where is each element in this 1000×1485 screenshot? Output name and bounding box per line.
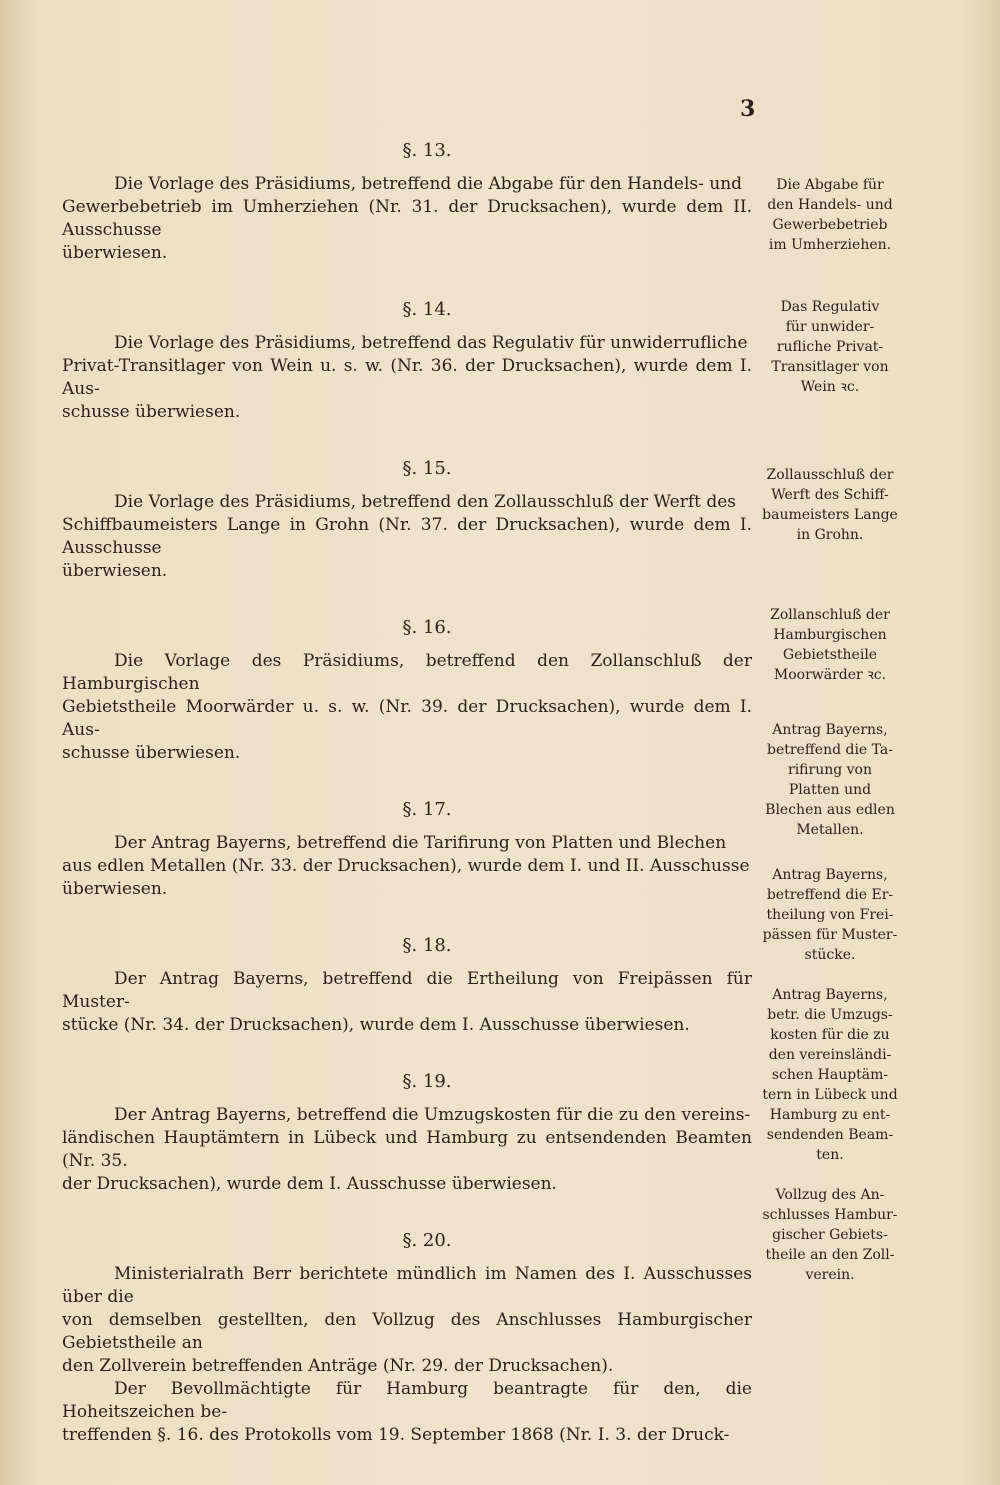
text-line: der Drucksachen), wurde dem I. Ausschusse überwiesen. (62, 1174, 557, 1194)
paragraph (62, 332, 752, 424)
margin-note (760, 605, 900, 685)
note-line: Hamburgischen (773, 627, 887, 643)
text-line: Gewerbebetrieb im Umherziehen (Nr. 31. der Drucksachen), wurde dem II. Ausschusse (62, 197, 752, 240)
note-line: Blechen aus edlen (765, 802, 895, 818)
section-20 (62, 1230, 752, 1447)
note-line: Platten und (788, 782, 872, 798)
note-line: für unwider- (785, 319, 875, 335)
margin-note (760, 865, 900, 965)
margin-note (760, 465, 900, 545)
note-line: Wein ꝛc. (800, 379, 860, 395)
text-line: Ministerialrath Berr berichtete mündlich im Namen des I. Ausschusses über die (62, 1264, 752, 1307)
section-13 (62, 140, 752, 265)
margin-note (760, 297, 900, 397)
text-line: schusse überwiesen. (62, 743, 241, 763)
note-line: tern in Lübeck und (762, 1087, 898, 1103)
paragraph (62, 650, 752, 765)
note-line: stücke. (804, 947, 856, 963)
note-line: rufliche Privat- (776, 339, 884, 355)
note-line: sendenden Beam- (766, 1127, 894, 1143)
section-heading: §. 17. (402, 799, 452, 820)
text-line: überwiesen. (62, 243, 168, 263)
note-line: kosten für die zu (770, 1027, 890, 1043)
note-line: baumeisters Lange (762, 507, 898, 523)
note-line: pässen für Muster- (762, 927, 898, 943)
note-line: schen Hauptäm- (771, 1067, 889, 1083)
note-line: theilung von Frei- (766, 907, 894, 923)
paragraph (62, 968, 752, 1037)
section-heading: §. 15. (402, 458, 452, 479)
note-line: Moorwärder ꝛc. (773, 667, 887, 683)
note-line: Das Regulativ (780, 299, 880, 315)
text-line: Der Antrag Bayerns, betreffend die Ertheilung von Freipässen für Muster- (62, 969, 752, 1012)
note-line: betr. die Umzugs- (767, 1007, 893, 1023)
note-line: in Grohn. (796, 527, 864, 543)
text-line: Der Antrag Bayerns, betreffend die Tarifirung von Platten und Blechen (114, 833, 727, 853)
note-line: schlusses Hambur- (762, 1207, 898, 1223)
section-heading: §. 20. (402, 1230, 452, 1251)
section-heading: §. 19. (402, 1071, 452, 1092)
note-line: verein. (805, 1267, 855, 1283)
margin-note (760, 1185, 900, 1285)
text-line: Die Vorlage des Präsidiums, betreffend den Zollanschluß der Hamburgischen (62, 651, 752, 694)
note-line: im Umherziehen. (768, 237, 892, 253)
text-line: stücke (Nr. 34. der Drucksachen), wurde dem I. Ausschusse überwiesen. (62, 1015, 690, 1035)
section-heading: §. 16. (402, 617, 452, 638)
margin-note (760, 985, 900, 1165)
paragraph (62, 491, 752, 583)
section-15 (62, 458, 752, 583)
note-line: Zollanschluß der (770, 607, 890, 623)
text-line: Die Vorlage des Präsidiums, betreffend das Regulativ für unwiderrufliche (114, 333, 748, 353)
section-19 (62, 1071, 752, 1196)
margin-note (760, 175, 900, 255)
note-line: Zollausschluß der (766, 467, 894, 483)
text-line: Der Antrag Bayerns, betreffend die Umzugskosten für die zu den vereins- (114, 1105, 751, 1125)
note-line: Werft des Schiff- (771, 487, 889, 503)
text-line: aus edlen Metallen (Nr. 33. der Drucksachen), wurde dem I. und II. Ausschusse (62, 856, 750, 876)
note-line: Antrag Bayerns, (772, 987, 888, 1003)
note-line: Antrag Bayerns, (772, 867, 888, 883)
page-number: 3 (740, 96, 756, 122)
note-line: betreffend die Ta- (766, 742, 893, 758)
text-line: Die Vorlage des Präsidiums, betreffend die Abgabe für den Handels- und (114, 174, 743, 194)
note-line: Vollzug des An- (775, 1187, 885, 1203)
note-line: gischer Gebiets- (772, 1227, 888, 1243)
section-heading: §. 18. (402, 935, 452, 956)
section-17 (62, 799, 752, 901)
note-line: Antrag Bayerns, (772, 722, 888, 738)
note-line: rifirung von (788, 762, 872, 778)
paragraph (62, 173, 752, 265)
text-line: Die Vorlage des Präsidiums, betreffend den Zollausschluß der Werft des (114, 492, 737, 512)
text-line: von demselben gestellten, den Vollzug des Anschlusses Hamburgischer Gebietstheile an (62, 1310, 752, 1353)
note-line: den vereinsländi- (768, 1047, 892, 1063)
margin-note (760, 720, 900, 840)
note-line: den Handels- und (767, 197, 893, 213)
text-line: überwiesen. (62, 879, 168, 899)
text-line: treffenden §. 16. des Protokolls vom 19. September 1868 (Nr. I. 3. der Druck- (62, 1425, 730, 1445)
note-line: Metallen. (796, 822, 864, 838)
note-line: betreffend die Er- (766, 887, 894, 903)
section-heading: §. 13. (402, 140, 452, 161)
note-line: Transitlager von (771, 359, 889, 375)
text-line: schusse überwiesen. (62, 402, 241, 422)
paragraph (62, 1104, 752, 1196)
paragraph (62, 832, 752, 901)
text-line: Schiffbaumeisters Lange in Grohn (Nr. 37. der Drucksachen), wurde dem I. Ausschusse (62, 515, 752, 558)
note-line: theile an den Zoll- (765, 1247, 895, 1263)
section-14 (62, 299, 752, 424)
text-line: Gebietstheile Moorwärder u. s. w. (Nr. 39. der Drucksachen), wurde dem I. Aus- (62, 697, 752, 740)
section-18 (62, 935, 752, 1037)
section-16 (62, 617, 752, 765)
text-line: ländischen Hauptämtern in Lübeck und Hamburg zu entsendenden Beamten (Nr. 35. (62, 1128, 752, 1171)
text-line: Der Bevollmächtigte für Hamburg beantragte für den, die Hoheitszeichen be- (62, 1379, 752, 1422)
note-line: ten. (816, 1147, 844, 1163)
text-line: Privat-Transitlager von Wein u. s. w. (Nr. 36. der Drucksachen), wurde dem I. Aus- (62, 356, 752, 399)
text-line: überwiesen. (62, 561, 168, 581)
note-line: Gebietstheile (782, 647, 878, 663)
section-heading: §. 14. (402, 299, 452, 320)
note-line: Die Abgabe für (776, 177, 884, 193)
text-line: den Zollverein betreffenden Anträge (Nr. 29. der Drucksachen). (62, 1356, 614, 1376)
note-line: Gewerbebetrieb (772, 217, 888, 233)
paragraph (62, 1263, 752, 1447)
main-text (62, 140, 752, 1481)
note-line: Hamburg zu ent- (769, 1107, 891, 1123)
